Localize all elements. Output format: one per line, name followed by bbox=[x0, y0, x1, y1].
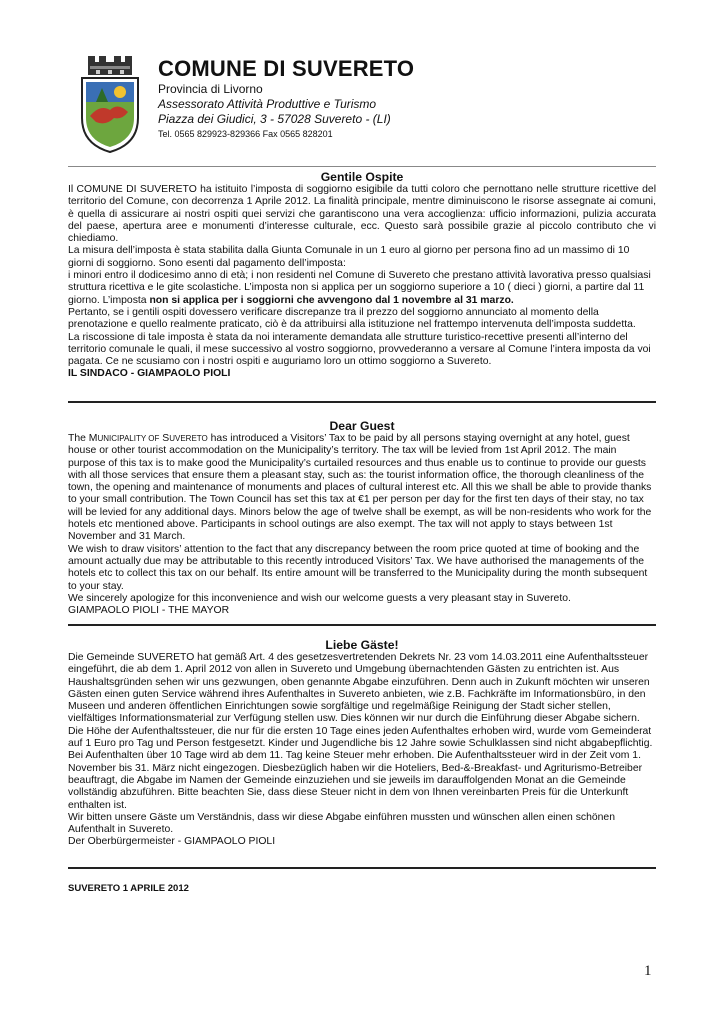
italian-paragraph-3 bbox=[68, 270, 656, 307]
english-heading: Dear Guest bbox=[329, 419, 395, 433]
italian-paragraph-4: Pertanto, se i gentili ospiti dovessero verificare discrepanze tra il prezzo del soggiorno annunciato al momento della prenotazione e quello realmente praticato, ciò è da attribuirsi alla istituzione nel frattempo intervenuta dell’imposta suddetta. bbox=[68, 306, 636, 331]
letterhead bbox=[76, 44, 676, 154]
german-paragraph-1: Die Gemeinde SUVERETO hat gemäß Art. 4 des gesetzesvertretenden Dekrets Nr. 23 vom 14.03.2011 eine Aufenthaltssteuer eingeführt, die ab dem 1. April 2012 von allen in Suvereto und Umgebung übernachtenden Gästen zu entrichten ist. Aus Haushaltsgründen sehen wir uns gezwungen, oben genannte Abgabe einzuführen. Denn auch in Zukunft möchten wir unseren Gästen einen guten Service während ihres Aufenthaltes in Suvereto anbieten, wie z.B. Fachkräfte im Informationsbüro, in den Museen und anderen öffentlichen Einrichtungen sowie sorgfältige und regelmäßige Reinigung der Stadt sicher stellen, vielfältiges Informationsmaterial zur Verfügung stellen usw. Dies können wir nur durch die Einführung dieser Abgabe sichern. bbox=[68, 652, 650, 725]
english-p1-smallcaps: UVERETO bbox=[169, 434, 208, 443]
english-paragraph-1 bbox=[68, 433, 656, 544]
english-signature: GIAMPAOLO PIOLI - THE MAYOR bbox=[68, 605, 230, 617]
english-p1-smallcaps: UNICIPALITY OF bbox=[97, 434, 160, 443]
department-line: Assessorato Attività Produttive e Turismo bbox=[158, 97, 377, 111]
english-p1-part: The M bbox=[68, 433, 98, 444]
section-divider bbox=[68, 624, 656, 626]
german-signature: Der Oberbürgermeister - GIAMPAOLO PIOLI bbox=[68, 836, 276, 848]
english-section bbox=[68, 419, 656, 617]
english-p1-part: has introduced a Visitors’ Tax to be paid by all persons staying overnight at any hotel, guest house or other tourist accommodation on the Municipality’s territory. The tax will be levied from 1st April 2012. The main purpose of this tax is to make good the Municipality’s curtailed resources and thus enable us to continue to provide our guests with all those services that ensure them a pleasant stay, such as: the tourist information office, the thorough cleanliness of the town, the opening and maintenance of monuments and places of cultural interest etc. All this we shall be able to provide thanks to your small contribution. The Town Council has set this tax at €1 per person per day for the first ten days of their stay, no tax will be levied for any additional days. Minors below the age of twelve shall be exempt, as will be non-residents who work for the hotels etc mentioned above. Participants in school outings are also exempt. The tax will not apply to stays between 1st November and 31 March. bbox=[68, 433, 652, 543]
address-line: Piazza dei Giudici, 3 - 57028 Suvereto - (LI) bbox=[158, 112, 391, 126]
province-line: Provincia di Livorno bbox=[158, 82, 263, 96]
section-divider bbox=[68, 401, 656, 403]
phone-fax-line: Tel. 0565 829923-829366 Fax 0565 828201 bbox=[158, 129, 333, 139]
section-divider bbox=[68, 867, 656, 869]
municipality-title: COMUNE DI SUVERETO bbox=[158, 56, 415, 81]
italian-section bbox=[68, 170, 656, 381]
german-section bbox=[68, 638, 656, 849]
english-paragraph-3: We sincerely apologize for this inconvenience and wish our welcome guests a very pleasant stay in Suvereto. bbox=[68, 592, 571, 604]
header-divider bbox=[68, 166, 656, 167]
english-p1-part: S bbox=[159, 433, 170, 444]
italian-heading: Gentile Ospite bbox=[320, 170, 404, 184]
italian-signature: IL SINDACO - GIAMPAOLO PIOLI bbox=[68, 368, 231, 380]
italian-paragraph-3-text: i minori entro il dodicesimo anno di età; i non residenti nel Comune di Suvereto che prestano attività lavorativa presso qualsiasi struttura ricettiva e le gite scolastiche. L’imposta non si applica per un soggiorno superiore a 10 ( dieci ) giorni, a partire dal 11 giorno. L’imposta bbox=[68, 270, 651, 306]
german-paragraph-3: Wir bitten unsere Gäste um Verständnis, dass wir diese Abgabe einführen mussten und wünschen allen einen schönen Aufenthalt in Suvereto. bbox=[68, 811, 615, 836]
italian-paragraph-2: La misura dell’imposta è stata stabilita dalla Giunta Comunale in un 1 euro al giorno per persona fino ad un massimo di 10 giorni di soggiorno. Sono esenti dal pagamento dell’imposta: bbox=[68, 245, 630, 269]
italian-paragraph-1: Il COMUNE DI SUVERETO ha istituito l’imposta di soggiorno esigibile da tutti coloro che pernottano nelle strutture ricettive del territorio del Comune, con decorrenza 1 Aprile 2012. La finalità principale, mentre diminuiscono le risorse assegnate ai comuni, è quella di assicurare ai nostri ospiti quei servizi che garantiscono una vera accoglienza: ufficio informazioni, pulizia accurata del paese, apertura aree e monumenti d’interesse culturale, ecc. Questo sarà possibile grazie al piccolo contributo che vi chiediamo. bbox=[68, 184, 656, 245]
italian-paragraph-5: La riscossione di tale imposta è stata da noi interamente demandata alle strutture turistico-recettive presenti all’interno del territorio comunale le quali, il mese successivo al vostro soggiorno, provvederanno a versare al Comune l’intera imposta da voi pagata. Ce ne scusiamo con i nostri ospiti e auguriamo loro un ottimo soggiorno a Suvereto. bbox=[68, 331, 651, 368]
italian-paragraph-3-bold: non si applica per i soggiorni che avvengono dal 1 novembre al 31 marzo. bbox=[146, 294, 514, 306]
municipal-crest-icon bbox=[76, 52, 144, 154]
page-number: 1 bbox=[644, 963, 652, 979]
english-paragraph-2: We wish to draw visitors’ attention to the fact that any discrepancy between the room price quoted at time of booking and the amount actually due may be attributable to this recently introduced Visitors’ Tax. We have authorised the managements of the hotels etc to collect this tax on our behalf. Its entire amount will be transferred to the Municipality during the month subsequent to your stay. bbox=[68, 543, 648, 592]
document-date: SUVERETO 1 APRILE 2012 bbox=[68, 883, 189, 894]
german-paragraph-2: Die Höhe der Aufenthaltssteuer, die nur für die ersten 10 Tage eines jeden Aufenthaltes erhoben wird, wurde vom Gemeinderat auf 1 Euro pro Tag und Person festgesetzt. Kinder und Jugendliche bis 12 Jahre sowie Schulklassen sind nicht abgabepflichtig. Bei Aufenthalten über 10 Tage wird ab dem 11. Tag keine Steuer mehr erhoben. Die Aufenthaltssteuer wird in der Zeit vom 1. November bis 31. März nicht eingezogen. Diesbezüglich haben wir die Hoteliers, Bed-&-Breakfast- und Agriturismo-Betreiber beauftragt, die Abgabe im Namen der Gemeinde einzuziehen und sie jeweils im darauffolgenden Monat an die Gemeinde vollständig abzuführen. Bitte beachten Sie, dass diese Steuer nicht in dem von Ihnen vereinbarten Preis für die Unterkunft enthalten ist. bbox=[68, 725, 653, 811]
german-heading: Liebe Gäste! bbox=[325, 638, 399, 652]
